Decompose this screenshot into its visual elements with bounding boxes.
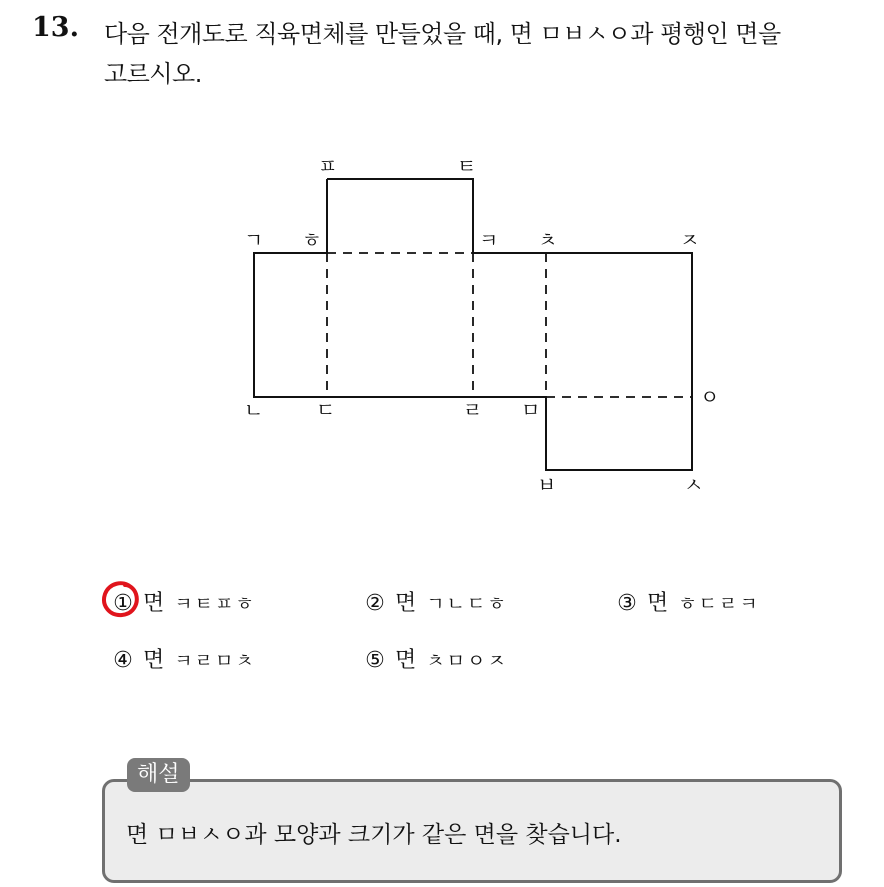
label-k: ㅋ <box>479 228 499 252</box>
fold-lines <box>327 253 692 397</box>
label-g: ㄱ <box>244 228 264 252</box>
choice-1-number: ① <box>113 591 133 616</box>
choice-1-word: 면 <box>143 591 165 616</box>
choice-4-word: 면 <box>143 648 165 673</box>
choice-5[interactable] <box>361 643 508 674</box>
choice-4-letters: ㅋㄹㅁㅊ <box>174 650 256 672</box>
label-p: ㅍ <box>318 154 338 178</box>
label-ch: ㅊ <box>538 228 558 252</box>
choice-5-number: ⑤ <box>365 648 385 673</box>
choice-5-word: 면 <box>395 648 417 673</box>
choice-2[interactable] <box>361 586 508 617</box>
label-s: ㅅ <box>684 473 704 497</box>
label-j: ㅈ <box>680 228 700 252</box>
explanation-tag: 해설 <box>127 758 190 792</box>
question-text-line1: 다음 전개도로 직육면체를 만들었을 때, 면 ㅁㅂㅅㅇ과 평행인 면을 <box>104 20 781 48</box>
label-n: ㄴ <box>244 398 264 422</box>
question-number: 13. <box>32 12 79 43</box>
choice-3-letters: ㅎㄷㄹㅋ <box>678 593 760 615</box>
choice-1[interactable] <box>109 586 256 617</box>
choice-4-number: ④ <box>113 648 133 673</box>
choice-2-number: ② <box>365 591 385 616</box>
choice-3[interactable] <box>613 586 760 617</box>
label-t: ㅌ <box>457 154 477 178</box>
choice-2-letters: ㄱㄴㄷㅎ <box>426 593 508 615</box>
label-o: ㅇ <box>700 385 720 409</box>
label-m: ㅁ <box>521 398 541 422</box>
choice-3-number: ③ <box>617 591 637 616</box>
label-b: ㅂ <box>537 473 557 497</box>
choice-3-word: 면 <box>647 591 669 616</box>
choice-2-word: 면 <box>395 591 417 616</box>
choice-1-letters: ㅋㅌㅍㅎ <box>174 593 256 615</box>
label-r: ㄹ <box>463 398 483 422</box>
choice-5-letters: ㅊㅁㅇㅈ <box>426 650 508 672</box>
question-text-line2: 고르시오. <box>104 60 202 88</box>
label-d: ㄷ <box>316 398 336 422</box>
choice-4[interactable] <box>109 643 256 674</box>
explanation-text: 면 ㅁㅂㅅㅇ과 모양과 크기가 같은 면을 찾습니다. <box>126 822 622 848</box>
label-h: ㅎ <box>302 228 322 252</box>
